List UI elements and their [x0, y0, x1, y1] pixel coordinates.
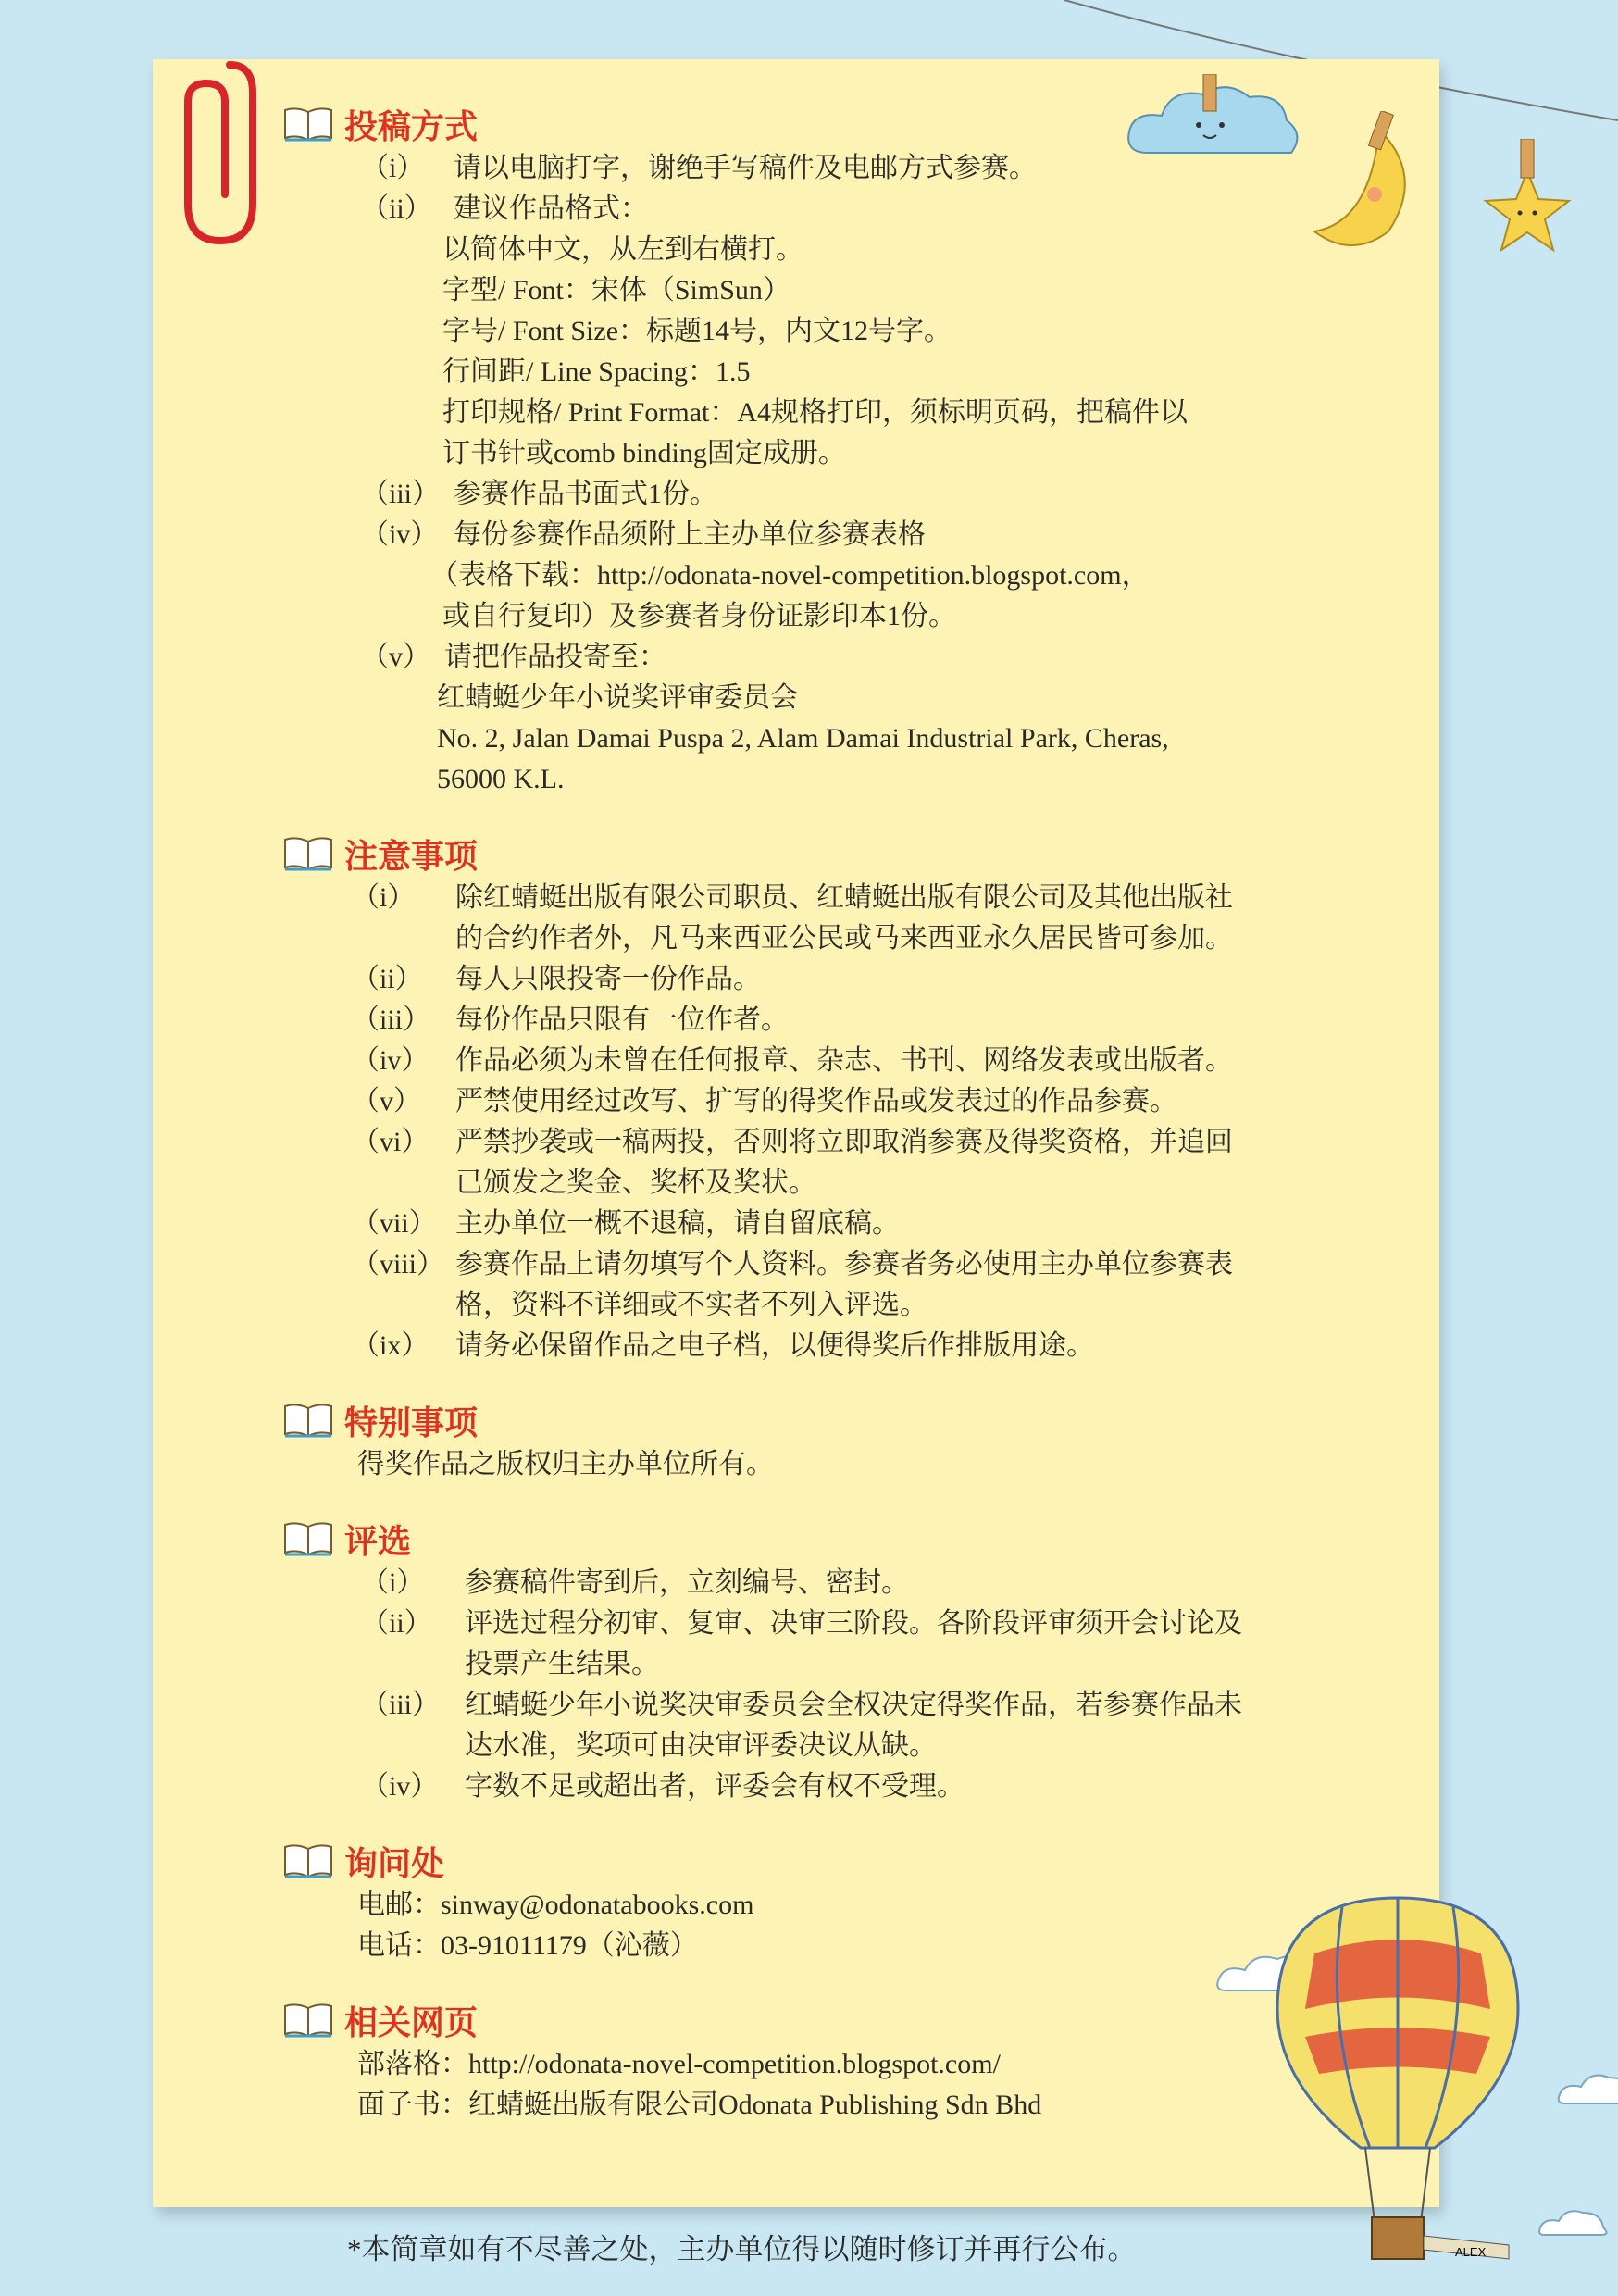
star-face-icon [1462, 139, 1592, 268]
list-item [287, 1766, 1379, 1807]
item-text: 评选过程分初审、复审、决审三阶段。各阶段评审须开会讨论及 [465, 1608, 1242, 1639]
open-book-icon [281, 2001, 335, 2040]
section-title: 特别事项 [344, 1404, 479, 1442]
section-notes [287, 830, 1379, 1366]
item-text: 主办单位一概不退稿，请自留底稿。 [455, 1208, 900, 1239]
item-number: （i） [361, 153, 425, 183]
section-header [281, 100, 1379, 148]
section-header [281, 1837, 1379, 1885]
item-number: （ii） [361, 1608, 432, 1639]
item-text: 建议作品格式： [454, 193, 648, 224]
list-item [287, 148, 1379, 189]
item-text: 请务必保留作品之电子档，以便得奖后作排版用途。 [455, 1330, 1094, 1361]
item-number: （ii） [361, 193, 432, 224]
notes-list [287, 878, 1379, 1366]
item-number: （v） [352, 1086, 421, 1117]
list-item [287, 637, 1379, 678]
item-continuation [287, 1285, 1379, 1326]
list-item [287, 1081, 1379, 1122]
list-item [287, 1563, 1379, 1603]
item-subline: （表格下载：http://odonata-novel-competition.blogspot.com， [430, 560, 1150, 591]
item-text: 严禁抄袭或一稿两投，否则将立即取消参赛及得奖资格，并追回 [455, 1127, 1233, 1157]
item-number: （vi） [352, 1127, 429, 1157]
list-item [287, 515, 1379, 555]
list-item [287, 1326, 1379, 1366]
item-number: （iv） [361, 1771, 439, 1802]
open-book-icon [281, 834, 335, 873]
item-text: 字数不足或超出者，评委会有权不受理。 [465, 1771, 965, 1802]
section-title: 评选 [344, 1522, 412, 1561]
rules-content [287, 100, 1379, 2155]
list-item [287, 1204, 1379, 1244]
section-header [281, 1396, 1379, 1444]
item-number: （i） [352, 882, 416, 913]
item-subline: 红蜻蜓少年小说奖评审委员会 [437, 682, 798, 713]
item-continuation [287, 918, 1379, 959]
item-subline: 打印规格/ Print Format：A4规格打印，须标明页码，把稿件以 [442, 397, 1189, 428]
item-text: 严禁使用经过改写、扩写的得奖作品或发表过的作品参赛。 [455, 1086, 1177, 1117]
open-book-icon [281, 1519, 335, 1558]
item-number: （iv） [361, 519, 439, 550]
item-subline: 或自行复印）及参赛者身份证影印本1份。 [442, 601, 956, 631]
list-item [287, 1000, 1379, 1041]
enquiry-phone: 电话：03-91011179（沁薇） [357, 1930, 698, 1961]
list-item [287, 878, 1379, 918]
item-text: 请把作品投寄至： [444, 642, 666, 672]
item-text: 格，资料不详细或不实者不列入评选。 [455, 1290, 927, 1320]
item-number: （iii） [352, 1004, 431, 1035]
item-number: （iii） [361, 1690, 441, 1720]
section-title: 注意事项 [344, 837, 479, 876]
section-header [281, 1515, 1379, 1563]
paperclip-icon [165, 46, 267, 250]
section-special [287, 1396, 1379, 1485]
item-text: 参赛作品书面式1份。 [454, 479, 717, 509]
item-subline: 订书针或comb binding固定成册。 [442, 438, 846, 468]
item-subline: 字号/ Font Size：标题14号，内文12号字。 [442, 316, 952, 346]
item-text: 的合约作者外，凡马来西亚公民或马来西亚永久居民皆可参加。 [455, 923, 1233, 954]
list-item [287, 1041, 1379, 1081]
list-item [287, 1685, 1379, 1726]
item-number: （v） [361, 642, 430, 672]
item-continuation [287, 1726, 1379, 1766]
section-submission [287, 100, 1379, 800]
section-enquiry [287, 1837, 1379, 1966]
item-continuation [287, 1644, 1379, 1685]
item-text: 作品必须为未曾在任何报章、杂志、书刊、网络发表或出版者。 [455, 1045, 1233, 1076]
item-number: （iii） [361, 479, 441, 509]
item-number: （i） [361, 1567, 425, 1598]
list-item [287, 959, 1379, 1000]
section-links [287, 1996, 1379, 2126]
item-text: 每份作品只限有一位作者。 [455, 1004, 789, 1035]
item-text: 已颁发之奖金、奖杯及奖状。 [455, 1167, 816, 1198]
balloon-tag: ALEX [1455, 2245, 1487, 2259]
item-subline: 以简体中文，从左到右横打。 [442, 234, 803, 265]
open-book-icon [281, 1841, 335, 1880]
section-header [281, 830, 1379, 878]
item-text: 投票产生结果。 [465, 1649, 659, 1679]
section-title: 询问处 [344, 1844, 445, 1883]
item-text: 红蜻蜓少年小说奖决审委员会全权决定得奖作品，若参赛作品未 [465, 1690, 1242, 1720]
item-number: （vii） [352, 1208, 437, 1239]
special-text: 得奖作品之版权归主办单位所有。 [357, 1449, 774, 1479]
item-subline: 行间距/ Line Spacing：1.5 [442, 356, 751, 387]
open-book-icon [281, 105, 335, 144]
list-item [287, 474, 1379, 515]
list-item [287, 1603, 1379, 1644]
section-title: 投稿方式 [344, 107, 479, 146]
item-text: 每人只限投寄一份作品。 [455, 964, 761, 994]
item-number: （ix） [352, 1330, 429, 1361]
item-text: 请以电脑打字，谢绝手写稿件及电邮方式参赛。 [454, 153, 1037, 183]
item-text: 每份参赛作品须附上主办单位参赛表格 [454, 519, 926, 550]
item-text: 除红蜻蜓出版有限公司职员、红蜻蜓出版有限公司及其他出版社 [455, 882, 1233, 913]
section-title: 相关网页 [344, 2003, 479, 2042]
item-text: 参赛稿件寄到后，立刻编号、密封。 [465, 1567, 909, 1598]
facebook-link[interactable]: 面子书：红蜻蜓出版有限公司Odonata Publishing Sdn Bhd [357, 2090, 1042, 2120]
list-item [287, 189, 1379, 230]
open-book-icon [281, 1401, 335, 1440]
list-item [287, 1122, 1379, 1163]
item-continuation [287, 1163, 1379, 1204]
item-number: （ii） [352, 964, 423, 994]
item-subline: 字型/ Font：宋体（SimSun） [442, 275, 790, 306]
footnote: *本简章如有不尽善之处，主办单位得以随时修订并再行公布。 [347, 2233, 1137, 2265]
enquiry-email: 电邮：sinway@odonatabooks.com [357, 1890, 754, 1920]
section-header [281, 1996, 1379, 2044]
item-text: 达水准，奖项可由决审评委决议从缺。 [465, 1730, 937, 1761]
item-number: （iv） [352, 1045, 429, 1076]
item-subline: No. 2, Jalan Damai Puspa 2, Alam Damai Industrial Park, Cheras, [437, 723, 1169, 754]
item-number: （viii） [352, 1249, 445, 1279]
item-subline: 56000 K.L. [437, 764, 565, 794]
item-text: 参赛作品上请勿填写个人资料。参赛者务必使用主办单位参赛表 [455, 1249, 1233, 1279]
section-judging [287, 1515, 1379, 1807]
judging-list [287, 1563, 1379, 1807]
list-item [287, 1244, 1379, 1285]
blog-link[interactable]: 部落格：http://odonata-novel-competition.blogspot.com/ [357, 2049, 1001, 2079]
